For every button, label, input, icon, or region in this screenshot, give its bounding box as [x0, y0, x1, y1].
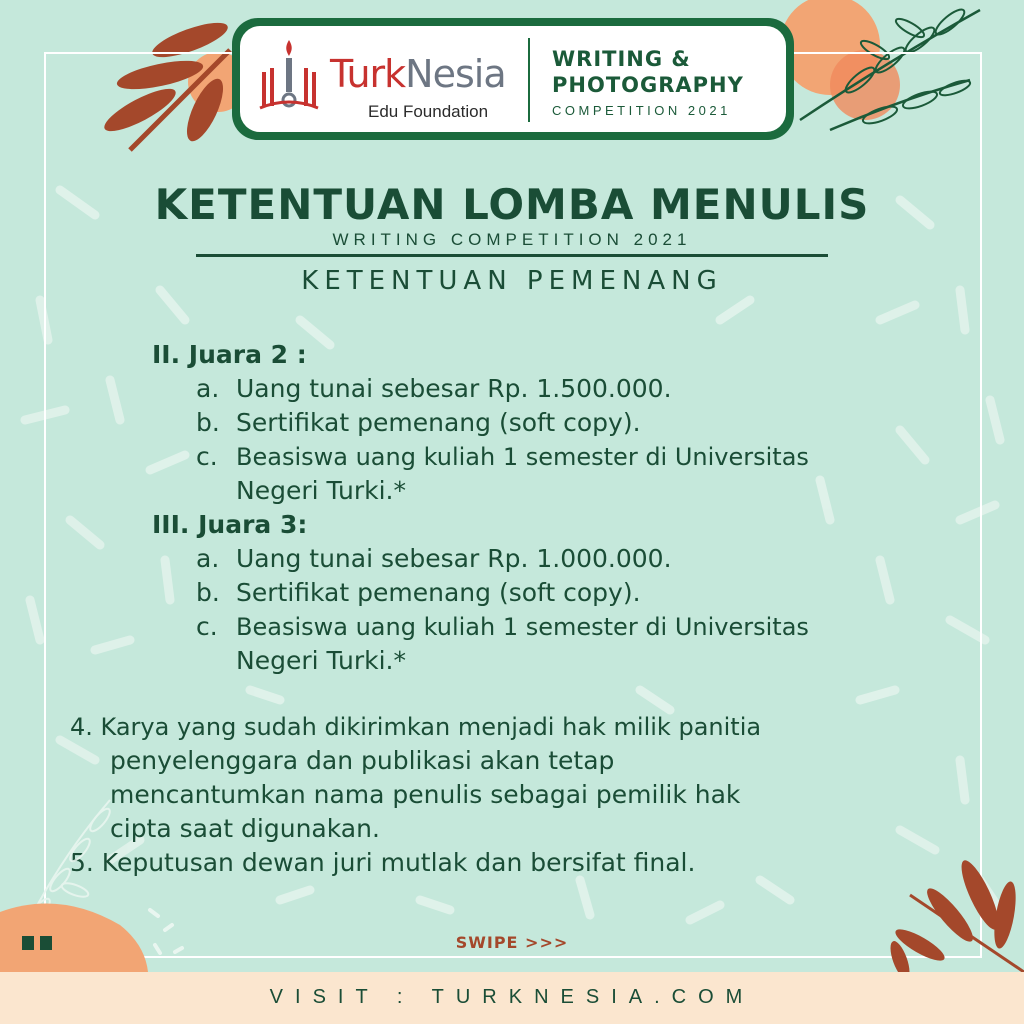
competition-line-2: PHOTOGRAPHY: [552, 73, 744, 97]
winner-heading: III. Juara 3:: [152, 510, 308, 539]
item-text: Beasiswa uang kuliah 1 semester di Universitas: [236, 613, 809, 641]
brand-subtitle: Edu Foundation: [368, 102, 489, 121]
item-text: Uang tunai sebesar Rp. 1.000.000.: [236, 544, 672, 573]
sub-title: WRITING COMPETITION 2021: [332, 230, 692, 249]
competition-year: COMPETITION 2021: [552, 103, 731, 118]
item-marker: a.: [196, 544, 220, 573]
item-marker: b.: [196, 408, 220, 437]
main-title: KETENTUAN LOMBA MENULIS: [154, 180, 870, 229]
leaf-branch-icon: [880, 855, 1024, 972]
rule-text: cipta saat digunakan.: [110, 814, 380, 843]
rule-text: penyelenggara dan publikasi akan tetap: [110, 746, 615, 775]
winner-heading: II. Juara 2 :: [152, 340, 307, 369]
item-text: Sertifikat pemenang (soft copy).: [236, 578, 641, 607]
competition-title: [552, 46, 744, 98]
swipe-hint: SWIPE >>>: [455, 933, 569, 952]
rule-text: 5. Keputusan dewan juri mutlak dan bersifat final.: [70, 848, 696, 877]
brand-nesia: Nesia: [405, 52, 506, 96]
header-divider: [528, 38, 530, 122]
section-title: KETENTUAN PEMENANG: [301, 266, 723, 296]
item-text: Sertifikat pemenang (soft copy).: [236, 408, 641, 437]
item-marker: b.: [196, 578, 220, 607]
item-marker: c.: [196, 612, 218, 641]
footer-bar: [0, 972, 1024, 1024]
item-text: Negeri Turki.*: [236, 476, 406, 505]
brand-turk: Turk: [330, 52, 406, 96]
rule-text: 4. Karya yang sudah dikirimkan menjadi hak milik panitia: [70, 713, 762, 741]
item-text: Beasiswa uang kuliah 1 semester di Universitas: [236, 443, 809, 471]
header-badge: [232, 18, 794, 140]
competition-line-1: WRITING &: [552, 47, 691, 71]
footer-website[interactable]: VISIT : TURKNESIA.COM: [269, 986, 755, 1008]
title-rule: [196, 254, 828, 257]
item-text: Uang tunai sebesar Rp. 1.500.000.: [236, 374, 672, 403]
item-marker: a.: [196, 374, 220, 403]
item-marker: c.: [196, 442, 218, 471]
brand-name: [330, 54, 506, 94]
turknesia-logo-icon: [258, 38, 320, 120]
item-text: Negeri Turki.*: [236, 646, 406, 675]
rule-text: mencantumkan nama penulis sebagai pemilik hak: [110, 780, 741, 809]
